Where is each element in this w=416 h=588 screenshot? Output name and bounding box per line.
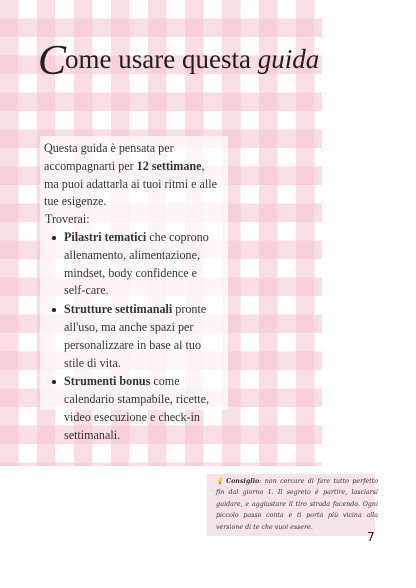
list-item-text: che coprono allenamento, alimentazione, mindset, body confidence e self-care. xyxy=(64,229,209,298)
list-item-text: come calendario stampabile, ricette, video esecuzione e check-in settimanali. xyxy=(64,374,210,442)
page-number: 7 xyxy=(367,530,375,544)
list-item-title: Strumenti bonus xyxy=(64,374,151,389)
troverai-label: Troverai: xyxy=(45,212,90,227)
intro-paragraph xyxy=(44,140,219,211)
list-item-title: Strutture settimanali xyxy=(64,302,173,317)
tip-text xyxy=(216,476,378,533)
title-initial: C xyxy=(38,38,67,84)
list-item-text: pronte all'uso, ma anche spazi per personalizzare in base al tuo stile di vita. xyxy=(64,302,207,370)
intro-text-end: , ma puoi adattarla ai tuoi ritmi e alle tue esigenze. xyxy=(44,158,217,209)
page-title xyxy=(38,40,319,82)
list-item-title: Pilastri tematici xyxy=(64,229,147,244)
lightbulb-icon: 💡 xyxy=(216,477,225,485)
intro-text: Questa guida è pensata per accompagnarti per xyxy=(44,141,174,173)
feature-list xyxy=(44,229,219,445)
title-italic-word: guida xyxy=(257,44,320,74)
list-item xyxy=(64,229,219,300)
body-text xyxy=(44,140,219,446)
tip-label: Consiglio xyxy=(226,478,260,485)
intro-bold: 12 settimane xyxy=(136,158,202,173)
list-item xyxy=(64,301,219,372)
tip-body: : non cercare di fare tutto perfetto fin dal giorno 1. Il segreto è partire, lasciarsi guidare, e aggiustare il tiro strada facendo. Ogni piccolo passo conta e ti porta più vicina alla versione di te che vuoi essere. xyxy=(216,478,378,531)
list-item xyxy=(64,373,219,444)
bullet-icon xyxy=(52,236,56,240)
bullet-icon xyxy=(52,308,56,312)
bullet-icon xyxy=(52,380,56,384)
title-text: ome usare questa xyxy=(65,44,258,74)
